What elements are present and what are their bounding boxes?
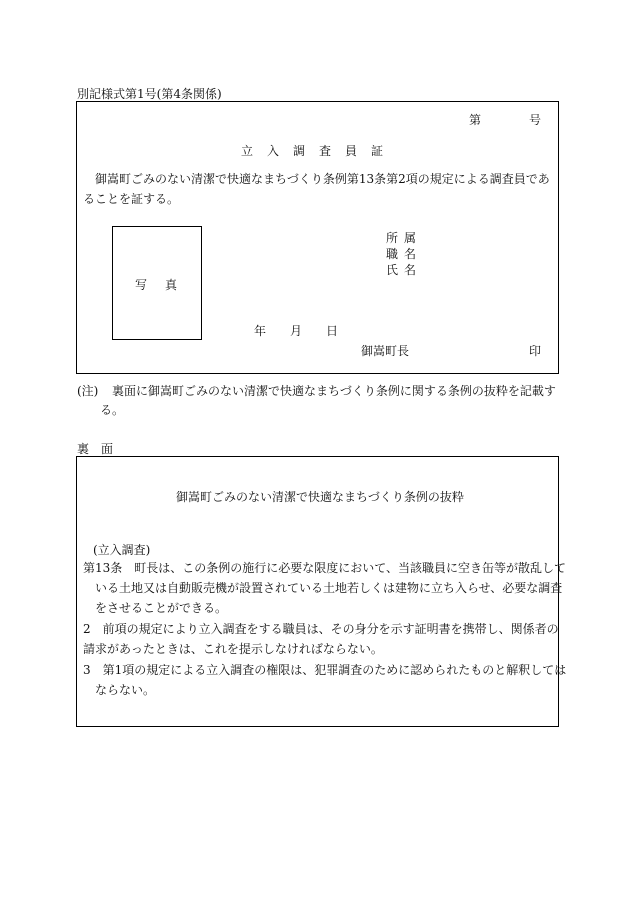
back-heading: 裏 面 — [77, 442, 114, 456]
back-title: 御嵩町ごみのない清潔で快適なまちづくり条例の抜粋 — [176, 490, 464, 504]
section-caption: (立入調査) — [93, 543, 151, 557]
article-13-line3: をさせることができる。 — [95, 601, 228, 615]
photo-label: 写真 — [135, 278, 196, 292]
number-label: 第 号 — [469, 113, 542, 127]
id-card-front — [76, 101, 559, 374]
field-position: 職名 — [386, 247, 423, 261]
note-prefix: (注) — [77, 384, 99, 398]
form-label: 別記様式第1号(第4条関係) — [77, 87, 222, 101]
paragraph-2-line2: 請求があったときは、これを提示しなければならない。 — [83, 642, 383, 656]
field-affiliation: 所属 — [386, 231, 423, 245]
photo-box — [112, 226, 202, 340]
paragraph-3-line2: ならない。 — [95, 683, 156, 697]
paragraph-3-line1: 3 第1項の規定による立入調査の権限は、犯罪調査のために認められたものと解釈しては — [83, 663, 567, 677]
article-13-line2: いる土地又は自動販売機が設置されている土地若しくは建物に立ち入らせ、必要な調査 — [95, 581, 563, 595]
card-title: 立入調査員証 — [241, 144, 398, 158]
holder-fields — [386, 230, 422, 278]
note-text-line2: る。 — [100, 403, 125, 417]
issuer: 御嵩町長 — [361, 344, 410, 358]
id-card-back — [76, 456, 567, 727]
card-body: 御嵩町ごみのない清潔で快適なまちづくり条例第13条第2項の規定による調査員であることを証する。 — [83, 172, 550, 206]
article-13-line1: 第13条 町長は、この条例の施行に必要な限度において、当該職員に空き缶等が散乱して — [83, 561, 567, 575]
paragraph-2-line1: 2 前項の規定により立入調査をする職員は、その身分を示す証明書を携帯し、関係者の — [83, 622, 559, 636]
note-text-line1: 裏面に御嵩町ごみのない清潔で快適なまちづくり条例に関する条例の抜粋を記載す — [112, 384, 556, 398]
issue-date: 年 月 日 — [254, 324, 339, 338]
seal-mark: 印 — [529, 344, 542, 358]
field-name: 氏名 — [386, 263, 423, 277]
